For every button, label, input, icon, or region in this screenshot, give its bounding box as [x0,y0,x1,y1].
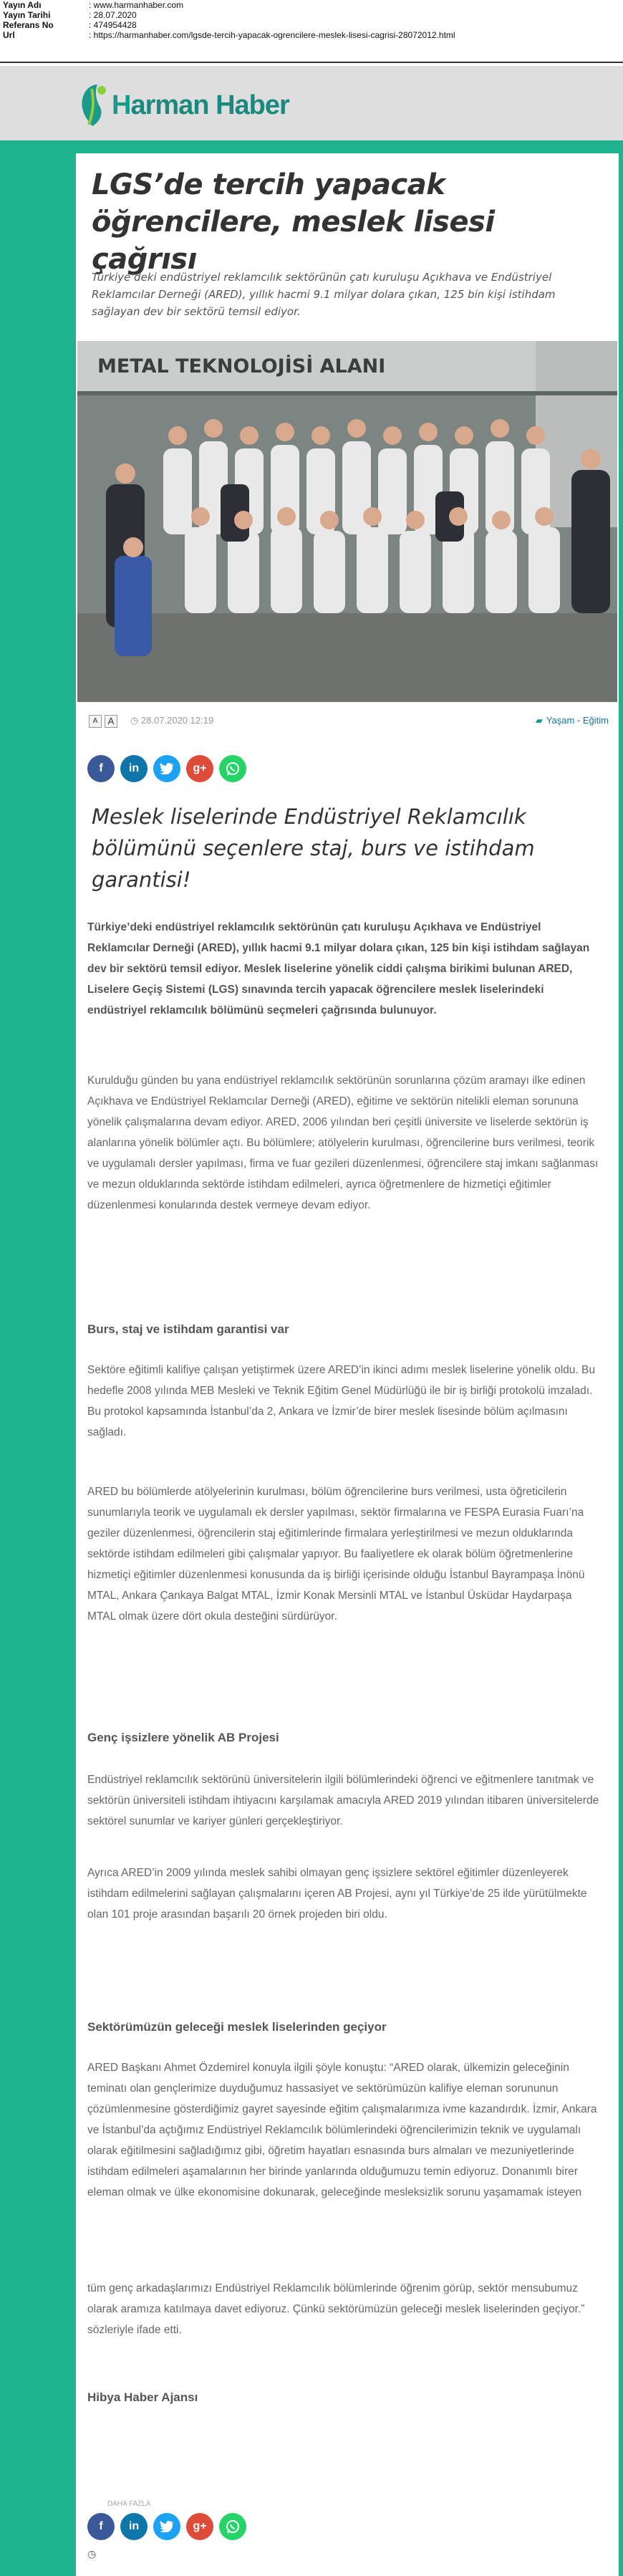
article-subheadline: Meslek liselerinde Endüstriyel Reklamcılık bölümünü seçenlere staj, burs ve istihdam garantisi! [92,804,535,892]
facebook-icon[interactable]: f [87,755,115,782]
article-paragraph: Ayrıca ARED’in 2009 yılında meslek sahibi olmayan genç işsizlere sektörel eğitimler düzenleyerek istihdam edilmelerini sağlayan çalışmalarını içeren AB Projesi, aynı yıl Türkiye’de 25 ilde yürütülmekte olan 101 proje arasından başarılı 20 örnek projeden biri oldu. [87,1867,587,1921]
logo-wordmark-rest: arman Haber [130,90,289,120]
divider [0,62,623,63]
meta-key: Url [3,30,15,40]
section-heading: Burs, staj ve istihdam garantisi var [87,1322,289,1336]
group-photo-illustration [77,341,617,702]
meta-value: : 28.07.2020 [89,10,137,20]
article-photo [77,341,617,702]
twitter-bird-glyph [160,763,174,774]
whatsapp-glyph [226,761,240,776]
category-link[interactable] [536,715,609,726]
google-plus-icon[interactable]: g+ [186,2513,213,2540]
section-heading: Sektörümüzün geleceği meslek liselerinden geçiyor [87,2020,387,2034]
article-paragraph: Endüstriyel reklamcılık sektörünü üniversitelerin ilgili bölümlerindeki öğrenci ve eğitmenlere tanıtmak ve sektörün üniversiteli istihdam ihtiyacını karşılamak amacıyla ARED 2019 yılından itibaren üniversitelerde sektörel sunumlar ve kariyer günleri gerçekleştiriyor. [87,1774,599,1827]
article-headline: LGS’de tercih yapacak öğrencilere, meslek lisesi çağrısı [92,168,495,276]
google-plus-icon[interactable]: g+ [186,755,213,782]
clock-icon: ◷ [130,715,141,726]
meta-value: : www.harmanhaber.com [89,0,184,10]
news-agency-source: Hibya Haber Ajansı [87,2390,198,2404]
linkedin-icon[interactable]: in [120,2513,148,2540]
article-paragraph: tüm genç arkadaşlarımızı Endüstriyel Reklamcılık bölümlerinde öğrenim görüp, sektör mensubumuz olarak aramıza katılmaya davet ediyoruz. Çünkü sektörümüzün geleceği meslek liselerinden geçiyor.” sözleriyle ifade etti. [87,2282,585,2336]
share-bar-top [87,755,246,782]
meta-key: Yayın Adı [3,0,42,10]
linkedin-icon[interactable]: in [120,755,148,782]
article-paragraph: Sektöre eğitimli kalifiye çalışan yetiştirmek üzere ARED’in ikinci adımı meslek liselerine yönelik oldu. Bu hedefle 2008 yılında MEB Mesleki ve Teknik Eğitim Genel Müdürlüğü ile bir iş birliği protokolü imzaladı. Bu protokol kapsamında İstanbul’da 2, Ankara ve İzmir’de birer meslek lisesinde bölüm açılmasını sağladı. [87,1364,595,1438]
clipping-metadata [0,0,623,62]
photo-banner-text: METAL TEKNOLOJİSİ ALANI [97,355,386,378]
meta-key: Yayın Tarihi [3,10,51,20]
article-paragraph: Kurulduğu günden bu yana endüstriyel reklamcılık sektörünün sorunlarına çözüm aramayı ilke edinen Açıkhava ve Endüstriyel Reklamcılar Derneği (ARED), eğitime ve sektörün nitelikli eleman sorununa yönelik çalışmalarına devam ediyor. ARED, 2006 yılından beri çeşitli üniversite ve liselerde sektörün iş alanlarına yönelik bölümler açtı. Bu bölümlere; atölyelerin kurulması, öğrencilerine burs verilmesi, teorik ve uygulamalı dersler yapılması, firma ve fuar gezileri düzenlenmesi, öğrencilere staj imkanı sağlanması ve mezun olduklarında sektörde istihdam edilmeleri, ayrıca öğretmenlere de hizmetiçi eğitimler düzenlenmesi konularında destek vermeye devam ediyor. [87,1075,599,1211]
share-more-label: DAHA FAZLA [107,2500,151,2508]
article-intro: Türkiye’deki endüstriyel reklamcılık sektörünün çatı kuruluşu Açıkhava ve Endüstriyel Reklamcılar Derneği (ARED), yıllık hacmi 9.1 milyar dolara çıkan, 125 bin kişi istihdam sağlayan dev bir sektörü temsil ediyor. Meslek liselerine yönelik ciddi çalışma birikimi bulunan ARED, Liselere Geçiş Sistemi (LGS) sınavında tercih yapacak öğrencilere meslek liselerindeki endüstriyel reklamcılık bölümünü seçmeleri çağrısında bulunuyor. [87,921,590,1017]
whatsapp-icon[interactable] [219,2513,246,2540]
twitter-icon[interactable] [153,755,180,782]
publish-date [130,715,213,726]
logo-wordmark [112,90,289,121]
article-paragraph: ARED Başkanı Ahmet Özdemirel konuyla ilgili şöyle konuştu: “ARED olarak, ülkemizin geleceğinin teminatı olan gençlerimize duyduğumuz hassasiyet ve sektörümüzün kalifiye eleman sorununun çözümlenmesine gösterdiğimiz gayret sayesinde eğitim çalışmalarımıza ivme kazandırdık. İzmir, Ankara ve İstanbul’da açtığımız Endüstriyel Reklamcılık bölümlerindeki öğrencilerimizin teknik ve uygulamalı olarak eğitilmesini sağladığımız gibi, öğretim hayatları esnasında burs almaları ve mezuniyetlerinde istihdam edilmeleri aşamalarının her birinde yanlarında olduğumuzu temin ediyoruz. Donanımlı birer eleman olmak ve ülke ekonomisine dokunarak, geleceğinde mesleksizlik sorunu yaşamamak isteyen [87,2062,597,2198]
article-paragraph: ARED bu bölümlerde atölyelerinin kurulması, bölüm öğrencilerine burs verilmesi, usta öğreticilerin sunumlarıyla teorik ve uygulamalı ek dersler yapılması, sektör firmalarına ve FESPA Eurasia Fuarı’na geziler düzenlenmesi, öğrencilerin staj eğitimlerinde firmalara yerleştirilmesi ve mezun olduklarında sektörde istihdam edilmeleri gibi çalışmalar yapıyor. Bu faaliyetlere ek olarak bölüm öğretmenlerine hizmetiçi eğitimler düzenlenmesi konusunda da iş birliği içerisinde olduğu İstanbul Bayrampaşa İnönü MTAL, Ankara Çankaya Balgat MTAL, İzmir Konak Mersinli MTAL ve İstanbul Üsküdar Haydarpaşa MTAL olmak üzere dört okula desteğini sürdürüyor. [87,1486,585,1623]
share-bar-bottom [87,2513,246,2540]
twitter-bird-glyph [160,2521,174,2532]
meta-value: : 474954428 [89,20,137,30]
twitter-icon[interactable] [153,2513,180,2540]
folder-icon: ▰ [535,715,543,726]
site-logo[interactable] [76,80,289,130]
whatsapp-icon[interactable] [219,755,246,782]
publish-date-text: 28.07.2020 12:19 [140,715,214,726]
leaf-logo-icon [76,83,109,128]
article-toolbar [89,713,609,731]
decrease-font-button[interactable]: A [89,715,102,728]
clock-icon: ◷ [87,2548,97,2560]
section-heading: Genç işsizlere yönelik AB Projesi [87,1731,279,1744]
meta-key: Referans No [3,20,54,30]
meta-value: : https://harmanhaber.com/lgsde-tercih-yapacak-ogrencilere-meslek-lisesi-cagrisi-28072012.html [89,30,455,40]
whatsapp-glyph [226,2519,240,2534]
logo-wordmark-initial: H [112,90,131,120]
increase-font-button[interactable]: A [105,715,117,728]
article-lead: Türkiye’deki endüstriyel reklamcılık sektörünün çatı kuruluşu Açıkhava ve Endüstriyel Reklamcılar Derneği (ARED), yıllık hacmi 9.1 milyar dolara çıkan, 125 bin kişi istihdam sağlayan dev bir sektörü temsil ediyor. [92,271,556,318]
facebook-icon[interactable]: f [87,2513,115,2540]
category-text: Yaşam - Eğitim [546,715,609,726]
